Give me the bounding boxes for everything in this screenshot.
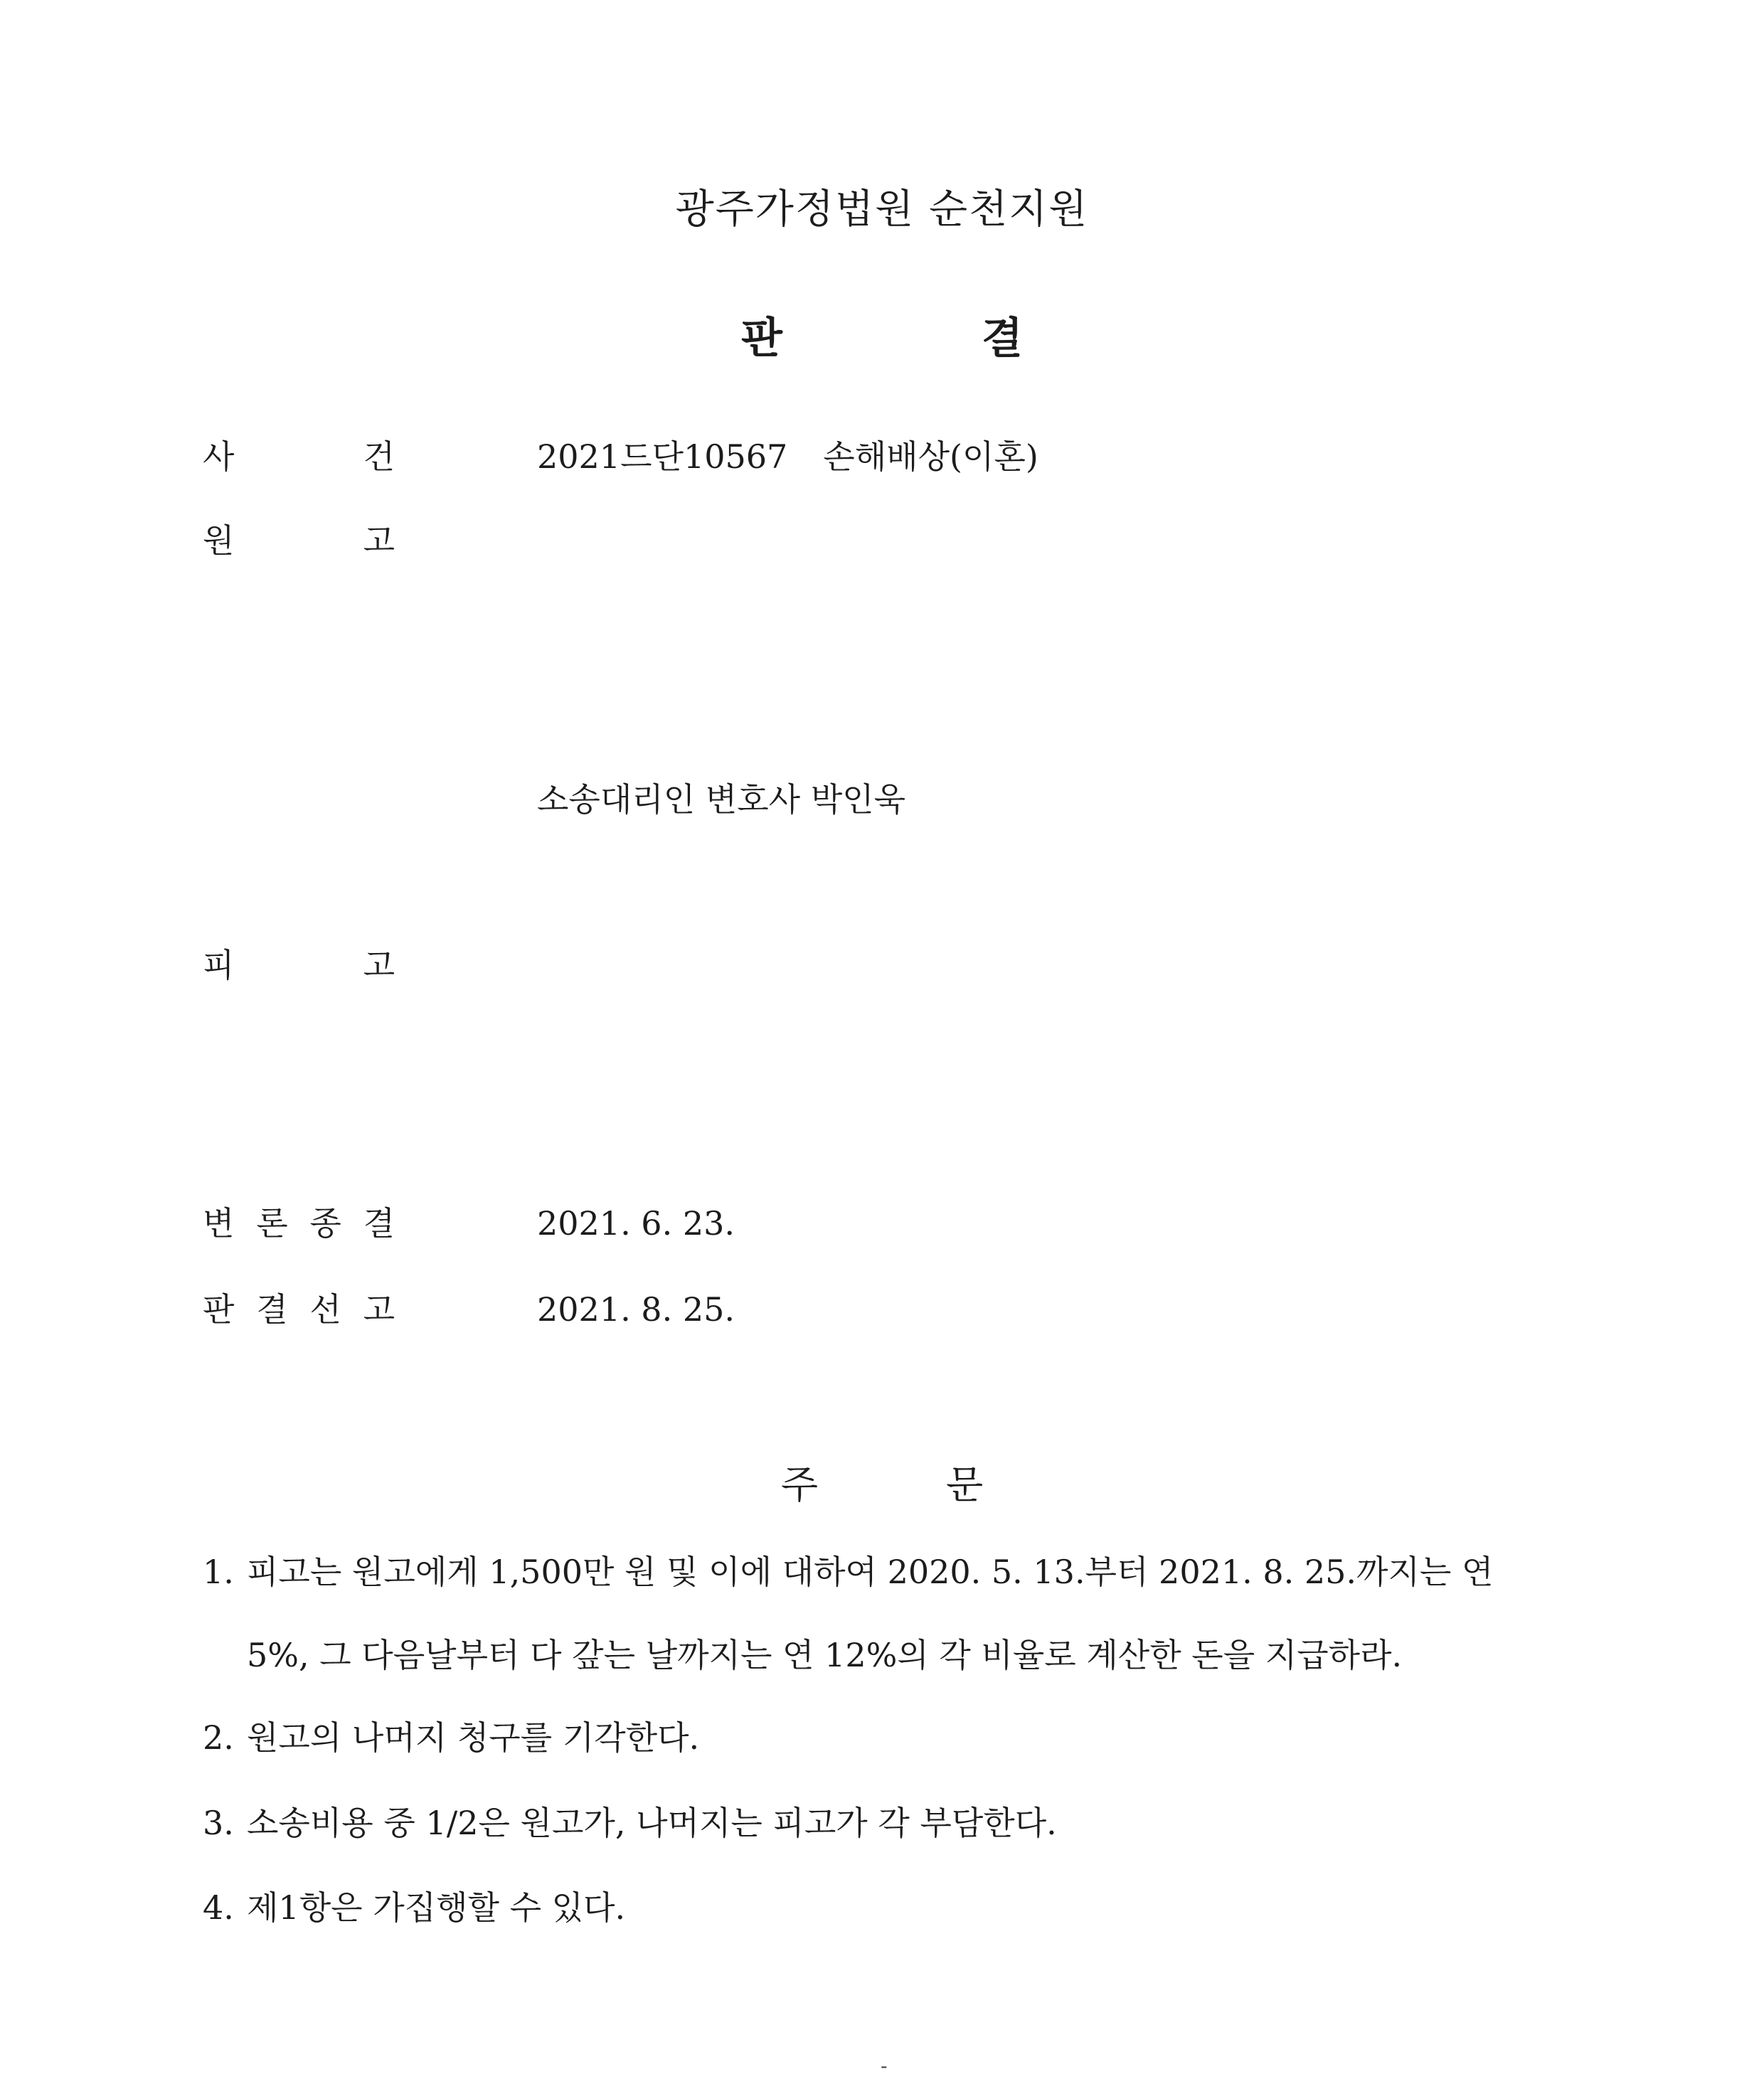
order-item-number: 4. [203, 1888, 234, 1927]
case-number: 2021드단10567 [537, 437, 788, 476]
closing-date-label: 변 론 종 결 [203, 1204, 395, 1243]
order-item-2 [203, 1716, 1576, 1759]
order-item-text: 제1항은 가집행할 수 있다. [247, 1888, 626, 1927]
order-item-1 [203, 1551, 1576, 1593]
order-item-number: 1. [203, 1553, 234, 1591]
document-title-char-2: 결 [982, 314, 1023, 363]
case-value [537, 435, 1038, 478]
closing-date-value: 2021. 6. 23. [537, 1204, 735, 1243]
order-item-3 [203, 1802, 1576, 1844]
order-item-number: 3. [203, 1804, 234, 1842]
document-title [0, 304, 1764, 366]
judgment-date-label: 판 결 선 고 [203, 1290, 395, 1329]
defendant-label: 피 고 [203, 946, 395, 984]
plaintiff-label: 원 고 [203, 521, 395, 560]
order-item-1-continued [247, 1634, 1620, 1676]
order-item-text: 소송비용 중 1/2은 원고가, 나머지는 피고가 각 부담한다. [247, 1804, 1057, 1842]
order-item-text: 원고의 나머지 청구를 기각한다. [247, 1718, 700, 1757]
order-section-title: 주 문 [780, 1462, 984, 1507]
order-item-text: 피고는 원고에게 1,500만 원 및 이에 대하여 2020. 5. 13.부터 2021. 8. 25.까지는 연 [247, 1553, 1494, 1591]
page-number-mark: - [881, 2054, 888, 2078]
judgment-date-value: 2021. 8. 25. [537, 1290, 735, 1329]
plaintiff-counsel: 소송대리인 변호사 박인욱 [537, 780, 906, 819]
order-item-number: 2. [203, 1718, 234, 1757]
order-item-4 [203, 1886, 1576, 1929]
case-name: 손해배상(이혼) [823, 437, 1038, 476]
court-name: 광주가정법원 순천지원 [675, 186, 1089, 233]
order-item-text: 5%, 그 다음날부터 다 갚는 날까지는 연 12%의 각 비율로 계산한 돈을 지급하라. [247, 1636, 1403, 1674]
case-label: 사 건 [203, 437, 395, 476]
document-title-char-1: 판 [741, 314, 782, 363]
